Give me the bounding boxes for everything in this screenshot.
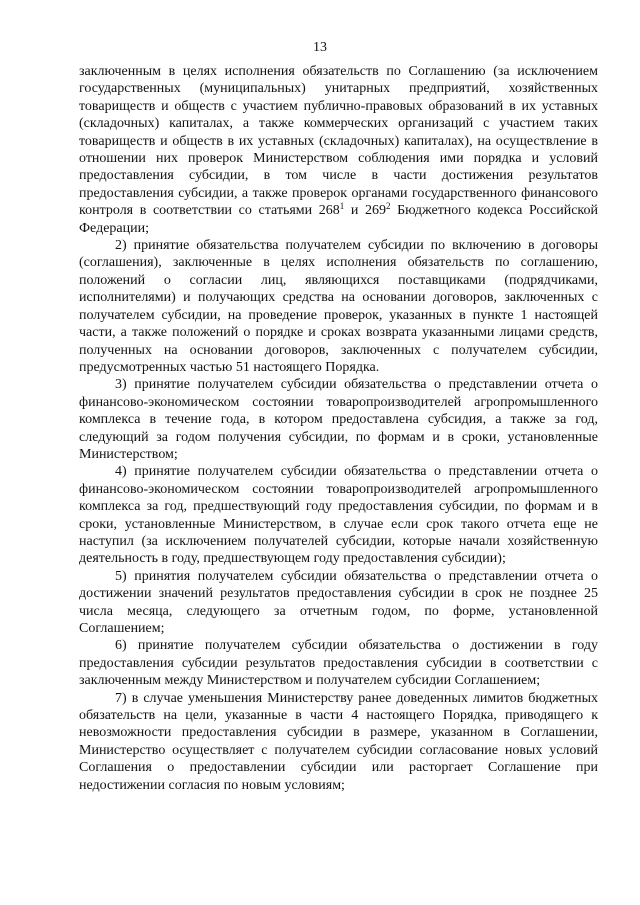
paragraph-text: и 269 [344, 203, 386, 219]
paragraph-item-6: 6) принятие получателем субсидии обязательства о достижении в году предоставления субсидии результатов предоставления субсидии в соответствии с заключенным между Министерством и получателем субсидии Соглашением; [79, 638, 598, 689]
paragraph-item-7: 7) в случае уменьшения Министерству ранее доведенных лимитов бюджетных обязательств на цели, указанные в части 4 настоящего Порядка, приводящего к невозможности предоставления субсидии в размере, указанном в Соглашении, Министерство осуществляет с получателем субсидии согласование новых условий Соглашения о предоставлении субсидии или расторгает Соглашение при недостижении согласия по новым условиям; [79, 690, 598, 793]
paragraph-item-4: 4) принятие получателем субсидии обязательства о представлении отчета о финансово-экономическом состоянии товаропроизводителей агропромышленного комплекса за год, предшествующий году предоставления субсидии, по формам и в сроки, установленные Министерством, в случае если срок такого отчета еще не наступил (за исключением получателей субсидии, которые начали хозяйственную деятельность в году, предшествующем году предоставления субсидии); [79, 464, 598, 567]
paragraph-item-2: 2) принятие обязательства получателем субсидии по включению в договоры (соглашения), заключенные в целях исполнения обязательств по соглашению, положений о согласии лиц, являющихся поставщиками (подрядчиками, исполнителями) и получающих средства на основании договоров, заключенных с получателем субсидии, на проведение проверок, указанных в пункте 1 настоящей части, а также положений о порядке и сроках возврата указанными лицами средств, полученных на основании договоров, заключенных с получателем субсидии, предусмотренных частью 51 настоящего Порядка. [79, 238, 598, 375]
page-number: 13 [313, 40, 327, 55]
superscript: 1 [339, 201, 345, 212]
paragraph-text: заключенным в целях исполнения обязательств по Соглашению (за исключением государственных (муниципальных) унитарных предприятий, хозяйственных товариществ и обществ с участием публично-правовых образований в их уставных (складочных) капиталах, а также коммерческих организаций с участием таких товариществ и обществ в их уставных (складочных) капиталах), на осуществление в отношении них проверок Министерством соблюдения ими порядка и условий предоставления субсидии, в том числе в части достижения результатов предоставления субсидии, а также проверок органами государственного финансового контроля в соответствии со статьями 268 [79, 64, 598, 219]
paragraph-continuation [79, 63, 598, 237]
paragraph-item-3: 3) принятие получателем субсидии обязательства о представлении отчета о финансово-экономическом состоянии товаропроизводителей агропромышленного комплекса в течение года, в котором предоставлена субсидия, а также за год, следующий за годом получения субсидии, по формам и в сроки, установленные Министерством; [79, 377, 598, 462]
superscript: 2 [385, 201, 391, 212]
paragraph-item-5: 5) принятия получателем субсидии обязательства о представлении отчета о достижении значений результатов предоставления субсидии в срок не позднее 25 числа месяца, следующего за отчетным годом, по форме, установленной Соглашением; [79, 568, 598, 636]
paragraph-text: Бюджетного кодекса Российской Федерации; [79, 203, 598, 236]
document-body [79, 63, 598, 794]
